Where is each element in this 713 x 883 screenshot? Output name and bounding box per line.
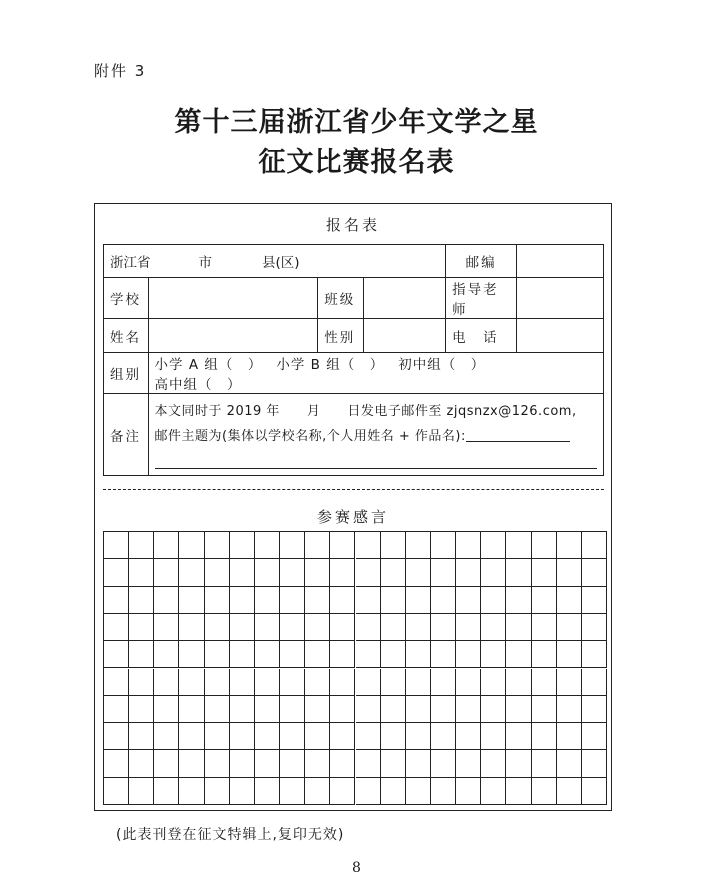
essay-section-title: 参赛感言	[316, 508, 389, 526]
grid-cell[interactable]	[481, 750, 506, 777]
grid-cell[interactable]	[305, 559, 330, 586]
grid-cell[interactable]	[179, 641, 204, 668]
grid-cell[interactable]	[305, 723, 330, 750]
phone-label: 电 话	[446, 319, 517, 353]
grid-cell[interactable]	[356, 669, 381, 696]
grid-cell[interactable]	[230, 696, 255, 723]
grid-cell[interactable]	[582, 750, 607, 777]
grid-cell[interactable]	[557, 750, 582, 777]
grid-cell[interactable]	[481, 778, 506, 805]
grid-cell[interactable]	[230, 587, 255, 614]
grid-cell[interactable]	[582, 669, 607, 696]
grid-cell[interactable]	[506, 696, 531, 723]
grid-cell[interactable]	[104, 669, 129, 696]
grid-cell[interactable]	[431, 723, 456, 750]
grid-cell[interactable]	[557, 696, 582, 723]
grid-cell[interactable]	[230, 750, 255, 777]
grid-cell[interactable]	[154, 750, 179, 777]
grid-cell[interactable]	[330, 641, 355, 668]
grid-cell[interactable]	[481, 587, 506, 614]
address-cell[interactable]	[104, 245, 446, 278]
grid-cell[interactable]	[129, 723, 154, 750]
grid-cell[interactable]	[506, 532, 531, 559]
grid-cell[interactable]	[129, 750, 154, 777]
grid-cell[interactable]	[255, 750, 280, 777]
grid-cell[interactable]	[104, 559, 129, 586]
grid-cell[interactable]	[305, 778, 330, 805]
grid-cell[interactable]	[557, 669, 582, 696]
grid-cell[interactable]	[356, 532, 381, 559]
grid-cell[interactable]	[481, 641, 506, 668]
grid-cell[interactable]	[431, 641, 456, 668]
grid-cell[interactable]	[104, 750, 129, 777]
group-option-primary-a[interactable]: 小学 A 组（ ）	[154, 357, 263, 373]
grid-cell[interactable]	[456, 614, 481, 641]
grid-cell[interactable]	[280, 532, 305, 559]
grid-cell[interactable]	[456, 750, 481, 777]
grid-cell[interactable]	[456, 587, 481, 614]
teacher-label: 指导老师	[446, 278, 517, 319]
grid-cell[interactable]	[330, 723, 355, 750]
note-cell	[148, 394, 603, 476]
grid-cell[interactable]	[179, 532, 204, 559]
grid-cell[interactable]	[179, 696, 204, 723]
grid-cell[interactable]	[330, 587, 355, 614]
grid-cell[interactable]	[230, 778, 255, 805]
grid-cell[interactable]	[381, 614, 406, 641]
grid-cell[interactable]	[532, 750, 557, 777]
grid-cell[interactable]	[129, 669, 154, 696]
grid-cell[interactable]	[582, 723, 607, 750]
grid-cell[interactable]	[481, 614, 506, 641]
grid-cell[interactable]	[154, 614, 179, 641]
grid-cell[interactable]	[532, 641, 557, 668]
grid-cell[interactable]	[330, 696, 355, 723]
grid-cell[interactable]	[406, 750, 431, 777]
grid-cell[interactable]	[532, 696, 557, 723]
grid-cell[interactable]	[431, 532, 456, 559]
grid-cell[interactable]	[506, 750, 531, 777]
grid-cell[interactable]	[381, 532, 406, 559]
grid-cell[interactable]	[179, 778, 204, 805]
grid-cell[interactable]	[104, 641, 129, 668]
grid-cell[interactable]	[305, 669, 330, 696]
footer-note: (此表刊登在征文特辑上,复印无效)	[116, 827, 345, 843]
grid-cell[interactable]	[280, 587, 305, 614]
grid-cell[interactable]	[356, 587, 381, 614]
grid-cell[interactable]	[532, 723, 557, 750]
grid-cell[interactable]	[431, 696, 456, 723]
grid-cell[interactable]	[255, 723, 280, 750]
grid-cell[interactable]	[456, 696, 481, 723]
name-label: 姓名	[104, 319, 149, 353]
grid-cell[interactable]	[230, 669, 255, 696]
grid-cell[interactable]	[406, 669, 431, 696]
address-row	[104, 245, 604, 278]
grid-cell[interactable]	[179, 750, 204, 777]
grid-cell[interactable]	[356, 696, 381, 723]
grid-cell[interactable]	[381, 696, 406, 723]
grid-cell[interactable]	[532, 559, 557, 586]
grid-cell[interactable]	[330, 614, 355, 641]
grid-cell[interactable]	[406, 559, 431, 586]
group-label: 组别	[104, 353, 149, 394]
grid-cell[interactable]	[330, 669, 355, 696]
group-row	[104, 353, 604, 394]
grid-cell[interactable]	[179, 559, 204, 586]
registration-table	[103, 244, 604, 476]
grid-cell[interactable]	[230, 723, 255, 750]
grid-cell[interactable]	[481, 723, 506, 750]
grid-cell[interactable]	[456, 559, 481, 586]
grid-cell[interactable]	[255, 559, 280, 586]
grid-cell[interactable]	[381, 750, 406, 777]
teacher-field[interactable]	[517, 278, 604, 319]
grid-cell[interactable]	[381, 559, 406, 586]
grid-cell[interactable]	[230, 614, 255, 641]
grid-cell[interactable]	[406, 614, 431, 641]
grid-cell[interactable]	[431, 669, 456, 696]
grid-cell[interactable]	[179, 587, 204, 614]
province-label: 浙江省	[110, 255, 151, 271]
grid-cell[interactable]	[255, 614, 280, 641]
grid-cell[interactable]	[506, 614, 531, 641]
grid-cell[interactable]	[280, 641, 305, 668]
grid-cell[interactable]	[179, 723, 204, 750]
school-field[interactable]	[148, 278, 318, 319]
grid-cell[interactable]	[280, 750, 305, 777]
grid-cell[interactable]	[129, 532, 154, 559]
grid-cell[interactable]	[330, 559, 355, 586]
grid-cell[interactable]	[557, 559, 582, 586]
grid-cell[interactable]	[255, 669, 280, 696]
note-line-1: 本文同时于 2019 年 月 日发电子邮件至 zjqsnzx@126.com,	[154, 404, 577, 419]
gender-label: 性别	[318, 319, 364, 353]
grid-cell[interactable]	[381, 587, 406, 614]
grid-cell[interactable]	[582, 532, 607, 559]
grid-cell[interactable]	[506, 559, 531, 586]
grid-cell[interactable]	[557, 723, 582, 750]
grid-cell[interactable]	[205, 587, 230, 614]
grid-cell[interactable]	[129, 641, 154, 668]
grid-cell[interactable]	[230, 532, 255, 559]
grid-cell[interactable]	[104, 532, 129, 559]
page-number: 8	[352, 860, 361, 876]
grid-cell[interactable]	[330, 778, 355, 805]
grid-cell[interactable]	[506, 641, 531, 668]
grid-cell[interactable]	[154, 723, 179, 750]
grid-cell[interactable]	[356, 778, 381, 805]
grid-cell[interactable]	[280, 778, 305, 805]
grid-cell[interactable]	[129, 587, 154, 614]
grid-cell[interactable]	[305, 641, 330, 668]
grid-cell[interactable]	[205, 614, 230, 641]
document-title-line2: 征文比赛报名表	[258, 147, 455, 178]
grid-cell[interactable]	[129, 559, 154, 586]
grid-cell[interactable]	[179, 614, 204, 641]
grid-cell[interactable]	[255, 778, 280, 805]
grid-cell[interactable]	[481, 559, 506, 586]
grid-cell[interactable]	[205, 750, 230, 777]
grid-cell[interactable]	[280, 559, 305, 586]
grid-cell[interactable]	[205, 696, 230, 723]
grid-cell[interactable]	[356, 614, 381, 641]
grid-cell[interactable]	[456, 669, 481, 696]
postcode-label: 邮编	[446, 245, 517, 278]
grid-cell[interactable]	[406, 532, 431, 559]
attachment-label: 附件 3	[94, 62, 147, 80]
grid-cell[interactable]	[532, 587, 557, 614]
group-option-primary-b[interactable]: 小学 B 组（ ）	[276, 357, 385, 373]
grid-cell[interactable]	[406, 723, 431, 750]
grid-cell[interactable]	[280, 669, 305, 696]
grid-cell[interactable]	[406, 778, 431, 805]
grid-cell[interactable]	[506, 778, 531, 805]
grid-cell[interactable]	[104, 778, 129, 805]
grid-cell[interactable]	[330, 532, 355, 559]
registration-section-title: 报名表	[325, 216, 380, 234]
dashed-divider	[103, 489, 604, 490]
school-label: 学校	[104, 278, 149, 319]
phone-field[interactable]	[517, 319, 604, 353]
grid-cell[interactable]	[230, 559, 255, 586]
grid-cell[interactable]	[230, 641, 255, 668]
grid-cell[interactable]	[305, 696, 330, 723]
grid-cell[interactable]	[381, 669, 406, 696]
grid-cell[interactable]	[532, 532, 557, 559]
grid-cell[interactable]	[431, 614, 456, 641]
grid-cell[interactable]	[356, 641, 381, 668]
note-row	[104, 394, 604, 476]
grid-cell[interactable]	[129, 696, 154, 723]
essay-writing-grid[interactable]	[103, 531, 607, 805]
grid-cell[interactable]	[532, 778, 557, 805]
class-label: 班级	[318, 278, 364, 319]
grid-cell[interactable]	[456, 532, 481, 559]
grid-cell[interactable]	[406, 696, 431, 723]
grid-cell[interactable]	[456, 778, 481, 805]
grid-cell[interactable]	[532, 614, 557, 641]
grid-cell[interactable]	[506, 587, 531, 614]
grid-cell[interactable]	[582, 559, 607, 586]
county-label: 县(区)	[262, 255, 300, 271]
grid-cell[interactable]	[456, 641, 481, 668]
grid-cell[interactable]	[179, 669, 204, 696]
grid-cell[interactable]	[431, 778, 456, 805]
grid-cell[interactable]	[582, 641, 607, 668]
grid-cell[interactable]	[406, 587, 431, 614]
grid-cell[interactable]	[431, 750, 456, 777]
grid-cell[interactable]	[557, 587, 582, 614]
group-option-senior-high[interactable]: 高中组（ ）	[154, 377, 242, 393]
grid-cell[interactable]	[255, 641, 280, 668]
grid-cell[interactable]	[280, 723, 305, 750]
grid-cell[interactable]	[129, 778, 154, 805]
subject-blank-line[interactable]	[155, 448, 597, 469]
grid-cell[interactable]	[129, 614, 154, 641]
grid-cell[interactable]	[305, 614, 330, 641]
grid-cell[interactable]	[205, 532, 230, 559]
class-field[interactable]	[364, 278, 446, 319]
name-field[interactable]	[148, 319, 318, 353]
grid-cell[interactable]	[356, 559, 381, 586]
grid-cell[interactable]	[557, 641, 582, 668]
grid-cell[interactable]	[154, 587, 179, 614]
grid-cell[interactable]	[381, 641, 406, 668]
grid-cell[interactable]	[356, 750, 381, 777]
grid-cell[interactable]	[255, 696, 280, 723]
grid-cell[interactable]	[154, 778, 179, 805]
grid-cell[interactable]	[154, 532, 179, 559]
subject-blank-inline[interactable]	[466, 427, 570, 442]
gender-field[interactable]	[364, 319, 446, 353]
grid-cell[interactable]	[104, 696, 129, 723]
grid-cell[interactable]	[104, 587, 129, 614]
grid-cell[interactable]	[381, 723, 406, 750]
grid-cell[interactable]	[205, 669, 230, 696]
grid-cell[interactable]	[431, 587, 456, 614]
grid-cell[interactable]	[582, 587, 607, 614]
grid-cell[interactable]	[205, 723, 230, 750]
grid-cell[interactable]	[104, 723, 129, 750]
name-row	[104, 319, 604, 353]
grid-cell[interactable]	[280, 614, 305, 641]
grid-cell[interactable]	[280, 696, 305, 723]
grid-cell[interactable]	[481, 696, 506, 723]
grid-cell[interactable]	[205, 778, 230, 805]
document-title-line1: 第十三届浙江省少年文学之星	[174, 107, 539, 138]
grid-cell[interactable]	[481, 532, 506, 559]
grid-cell[interactable]	[104, 614, 129, 641]
grid-cell[interactable]	[305, 532, 330, 559]
grid-cell[interactable]	[506, 669, 531, 696]
grid-cell[interactable]	[557, 778, 582, 805]
grid-cell[interactable]	[456, 723, 481, 750]
grid-cell[interactable]	[154, 559, 179, 586]
grid-cell[interactable]	[255, 587, 280, 614]
grid-cell[interactable]	[557, 614, 582, 641]
school-row	[104, 278, 604, 319]
grid-cell[interactable]	[381, 778, 406, 805]
postcode-field[interactable]	[517, 245, 604, 278]
grid-cell[interactable]	[356, 723, 381, 750]
grid-cell[interactable]	[305, 750, 330, 777]
grid-cell[interactable]	[431, 559, 456, 586]
grid-cell[interactable]	[481, 669, 506, 696]
grid-cell[interactable]	[557, 532, 582, 559]
grid-cell[interactable]	[255, 532, 280, 559]
group-option-junior-high[interactable]: 初中组（ ）	[398, 357, 486, 373]
grid-cell[interactable]	[582, 696, 607, 723]
grid-cell[interactable]	[406, 641, 431, 668]
grid-cell[interactable]	[205, 641, 230, 668]
grid-cell[interactable]	[205, 559, 230, 586]
grid-cell[interactable]	[154, 669, 179, 696]
note-line-2: 邮件主题为(集体以学校名称,个人用姓名 + 作品名):	[154, 429, 466, 444]
grid-cell[interactable]	[506, 723, 531, 750]
grid-cell[interactable]	[154, 696, 179, 723]
grid-cell[interactable]	[532, 669, 557, 696]
group-options	[148, 353, 603, 394]
grid-cell[interactable]	[305, 587, 330, 614]
grid-cell[interactable]	[582, 778, 607, 805]
grid-cell[interactable]	[582, 614, 607, 641]
city-label: 市	[198, 255, 212, 271]
grid-cell[interactable]	[330, 750, 355, 777]
note-label: 备注	[104, 394, 149, 476]
grid-cell[interactable]	[154, 641, 179, 668]
